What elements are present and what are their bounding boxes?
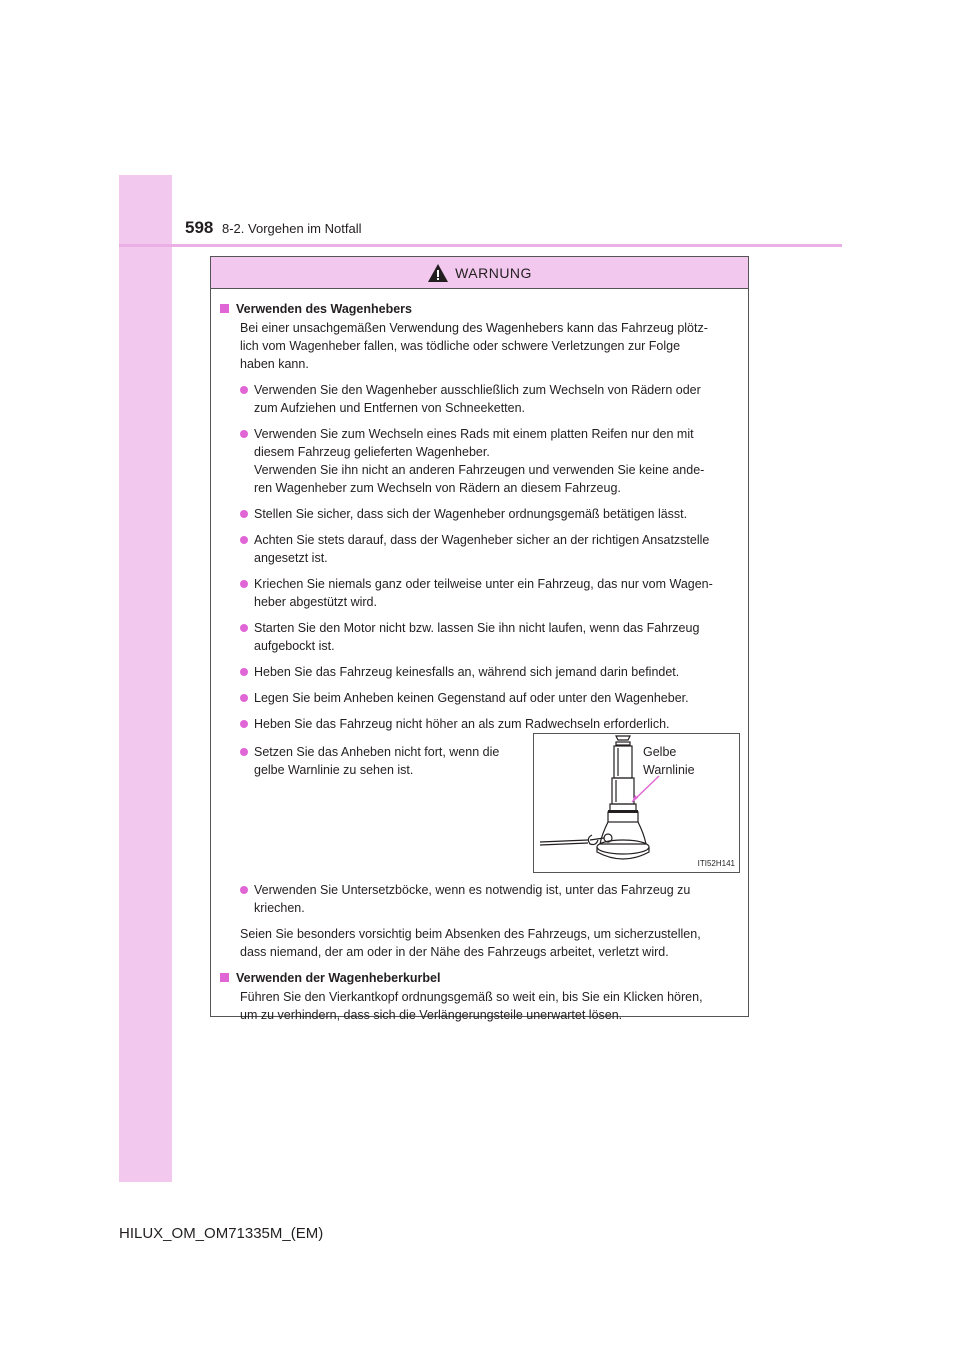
list-item: Starten Sie den Motor nicht bzw. lassen Sie ihn nicht laufen, wenn das Fahrzeug aufgebockt ist. xyxy=(240,619,740,655)
jack-heading: Verwenden des Wagenhebers xyxy=(220,300,740,318)
figure-label: Gelbe Warnlinie xyxy=(643,745,695,777)
warning-title: WARNUNG xyxy=(455,264,532,281)
crank-heading: Verwenden der Wagenheberkurbel xyxy=(220,969,740,987)
bullet-dot-icon xyxy=(240,694,248,702)
bullet-dot-icon xyxy=(240,510,248,518)
square-bullet-icon xyxy=(220,973,229,982)
section-title: 8-2. Vorgehen im Notfall xyxy=(222,221,362,236)
bullet-dot-icon xyxy=(240,536,248,544)
warning-header xyxy=(211,257,748,289)
jack-figure xyxy=(533,733,740,873)
jack-intro: Bei einer unsachgemäßen Verwendung des Wagenhebers kann das Fahrzeug plötz- lich vom Wagenheber fallen, was tödliche oder schwere Verletzungen zur Folge haben kann. xyxy=(240,321,708,371)
bullet-dot-icon xyxy=(240,748,248,756)
bullet-dot-icon xyxy=(240,624,248,632)
warning-content xyxy=(211,289,748,1024)
bullet-dot-icon xyxy=(240,720,248,728)
bullet-dot-icon xyxy=(240,580,248,588)
warning-box xyxy=(210,256,749,1022)
warning-icon xyxy=(427,263,449,283)
list-item: Heben Sie das Fahrzeug nicht höher an als zum Radwechseln erforderlich. xyxy=(240,715,740,733)
bullet-dot-icon xyxy=(240,886,248,894)
list-item: Verwenden Sie den Wagenheber ausschließlich zum Wechseln von Rädern oder zum Aufziehen und Entfernen von Schneeketten. xyxy=(240,381,740,417)
jack-closing: Seien Sie besonders vorsichtig beim Absenken des Fahrzeugs, um sicherzustellen, dass niemand, der am oder in der Nähe des Fahrzeugs arbeitet, verletzt wird. xyxy=(240,927,701,959)
list-item: Stellen Sie sicher, dass sich der Wagenheber ordnungsgemäß betätigen lässt. xyxy=(240,505,740,523)
list-item: Verwenden Sie Untersetzböcke, wenn es notwendig ist, unter das Fahrzeug zu kriechen. xyxy=(240,881,740,917)
document-code: HILUX_OM_OM71335M_(EM) xyxy=(119,1225,324,1242)
jack-illustration xyxy=(534,734,739,872)
list-item: Setzen Sie das Anheben nicht fort, wenn die gelbe Warnlinie zu sehen ist. xyxy=(240,743,523,779)
list-item: Achten Sie stets darauf, dass der Wagenheber sicher an der richtigen Ansatzstelle angesetzt ist. xyxy=(240,531,740,567)
figure-row xyxy=(220,743,740,873)
list-item: Legen Sie beim Anheben keinen Gegenstand auf oder unter den Wagenheber. xyxy=(240,689,740,707)
header-rule xyxy=(119,244,842,247)
page-number: 598 xyxy=(185,218,214,237)
list-item: Kriechen Sie niemals ganz oder teilweise unter ein Fahrzeug, das nur vom Wagen- heber abgestützt wird. xyxy=(240,575,740,611)
side-strip xyxy=(119,175,172,1182)
crank-text: Führen Sie den Vierkantkopf ordnungsgemäß so weit ein, bis Sie ein Klicken hören, um zu verhindern, dass sich die Verlängerungsteile unerwartet lösen. xyxy=(240,990,703,1022)
bullet-dot-icon xyxy=(240,668,248,676)
list-item: Heben Sie das Fahrzeug keinesfalls an, während sich jemand darin befindet. xyxy=(240,663,740,681)
square-bullet-icon xyxy=(220,304,229,313)
bullet-dot-icon xyxy=(240,386,248,394)
bullet-dot-icon xyxy=(240,430,248,438)
list-item: Verwenden Sie zum Wechseln eines Rads mit einem platten Reifen nur den mit diesem Fahrzeug gelieferten Wagenheber. Verwenden Sie ihn nicht an anderen Fahrzeugen und verwenden Sie keine ande- ren Wagenheber zum Wechseln von Rädern an diesem Fahrzeug. xyxy=(240,425,740,497)
figure-code: ITI52H141 xyxy=(697,859,735,868)
